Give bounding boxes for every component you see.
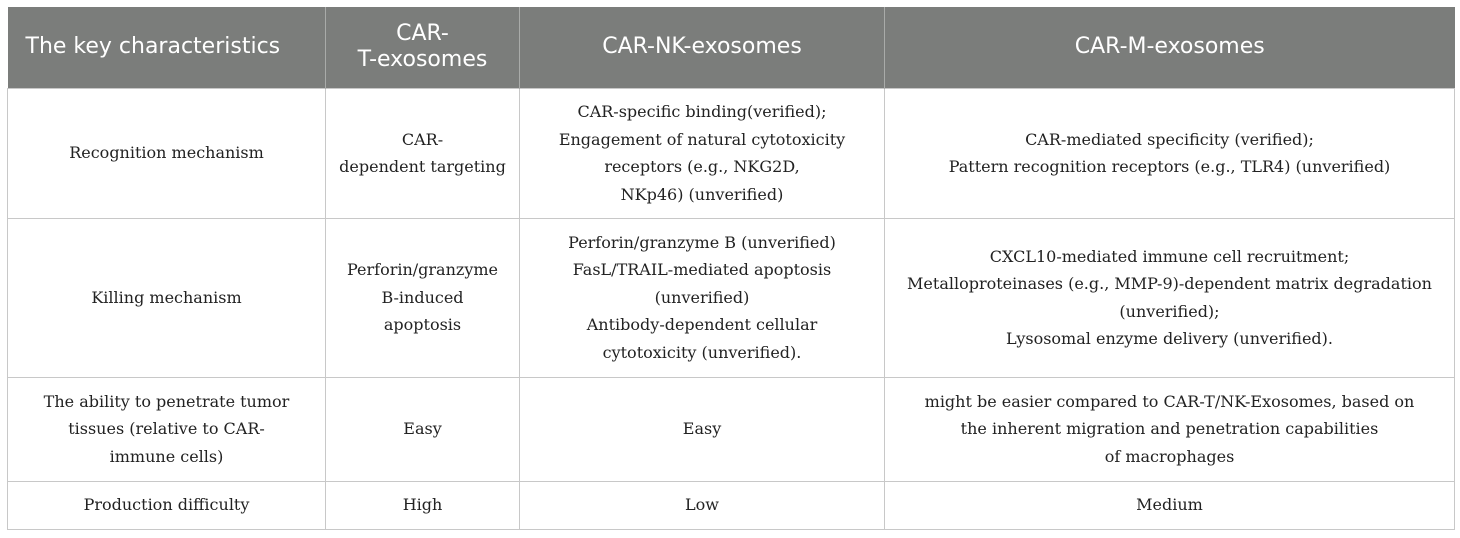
header-car-m-exosomes: CAR-M-exosomes <box>885 7 1455 88</box>
cell-car-m: Medium <box>885 481 1455 529</box>
cell-car-m: CAR-mediated specificity (verified); Pattern recognition receptors (e.g., TLR4) (unverified) <box>885 88 1455 218</box>
cell-car-t: Easy <box>326 377 520 481</box>
cell-car-t: Perforin/granzyme B-induced apoptosis <box>326 218 520 377</box>
table-row <box>8 88 1455 218</box>
table-row <box>8 218 1455 377</box>
header-car-nk-exosomes: CAR-NK-exosomes <box>520 7 885 88</box>
cell-car-nk: Low <box>520 481 885 529</box>
header-car-t-exosomes <box>326 7 520 88</box>
cell-car-nk: Easy <box>520 377 885 481</box>
cell-car-m: might be easier compared to CAR-T/NK-Exosomes, based on the inherent migration and penetration capabilities of macrophages <box>885 377 1455 481</box>
cell-car-nk: CAR-specific binding(verified); Engagement of natural cytotoxicity receptors (e.g., NKG2D, NKp46) (unverified) <box>520 88 885 218</box>
table-row <box>8 377 1455 481</box>
cell-characteristic: Killing mechanism <box>8 218 326 377</box>
cell-characteristic: Recognition mechanism <box>8 88 326 218</box>
cell-car-t: CAR- dependent targeting <box>326 88 520 218</box>
header-car-t-text: CAR- T-exosomes <box>357 21 488 73</box>
cell-characteristic: Production difficulty <box>8 481 326 529</box>
header-characteristics: The key characteristics <box>8 7 326 88</box>
cell-characteristic: The ability to penetrate tumor tissues (relative to CAR- immune cells) <box>8 377 326 481</box>
cell-car-m: CXCL10-mediated immune cell recruitment; Metalloproteinases (e.g., MMP-9)-dependent matrix degradation (unverified); Lysosomal enzyme delivery (unverified). <box>885 218 1455 377</box>
table-row <box>8 481 1455 529</box>
header-row <box>8 7 1455 88</box>
comparison-table <box>7 7 1455 530</box>
cell-car-nk: Perforin/granzyme B (unverified) FasL/TRAIL-mediated apoptosis (unverified) Antibody-dependent cellular cytotoxicity (unverified). <box>520 218 885 377</box>
cell-car-t: High <box>326 481 520 529</box>
